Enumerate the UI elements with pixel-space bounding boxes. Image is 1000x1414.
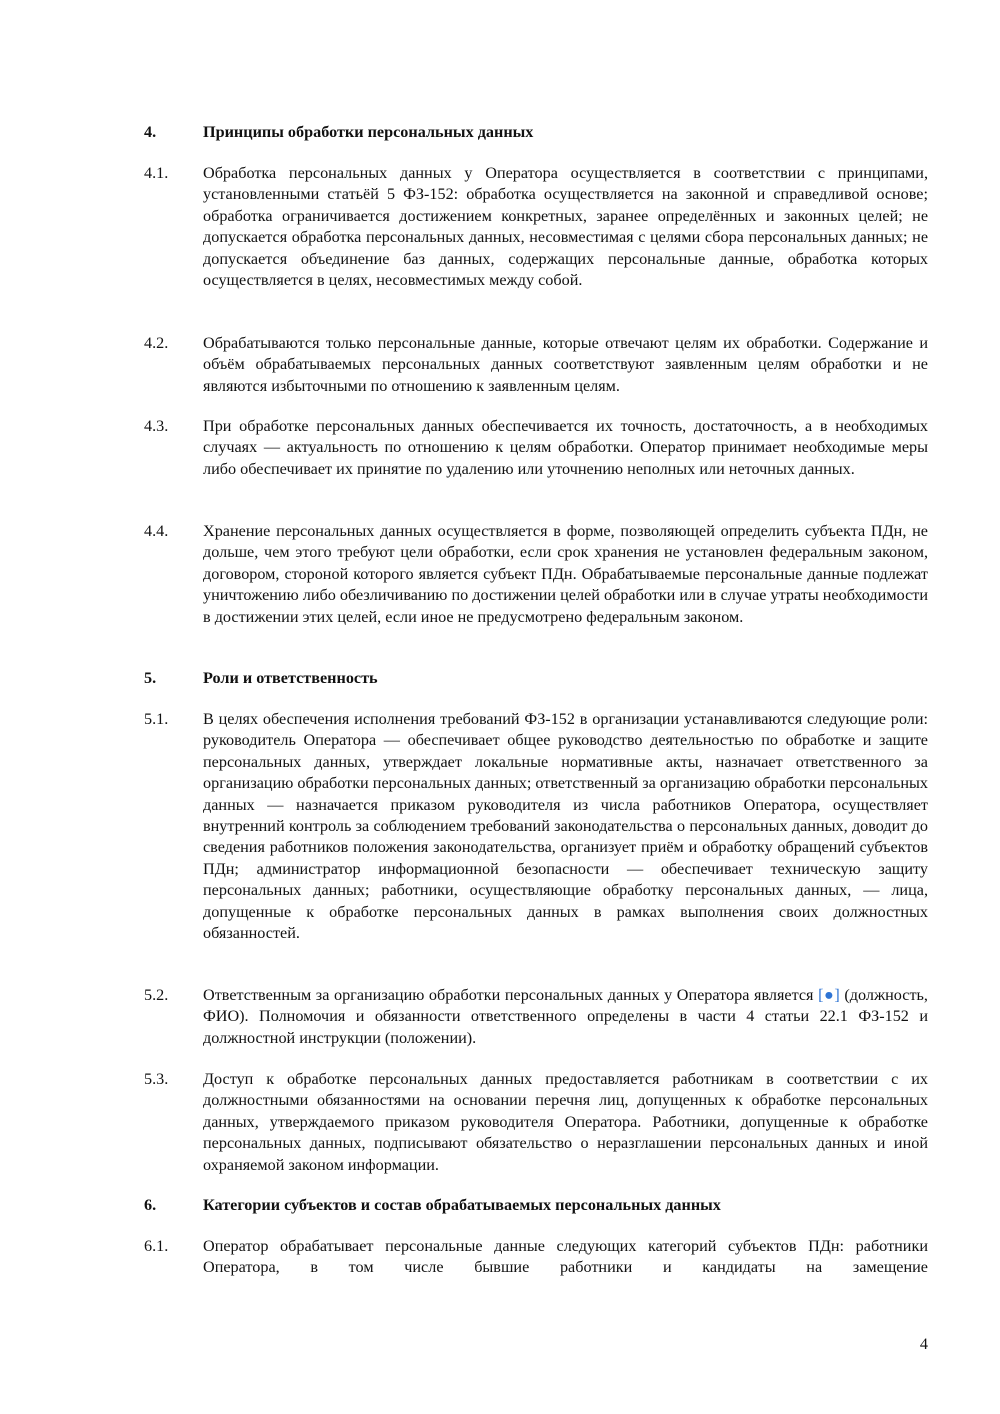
clause: [144, 416, 928, 480]
clause-number: 5.2.: [144, 986, 169, 1004]
clause-text: Обрабатываются только персональные данные, которые отвечают целям их обработки. Содержание и объём обрабатываемых персональных данных соответствуют заявленным целям обработки и не являются избыточными по отношению к заявленным целям.: [203, 334, 928, 395]
clause-number: 6.1.: [144, 1237, 169, 1255]
section-heading: [144, 668, 928, 689]
section-number: 5.: [144, 669, 157, 687]
clause-text: Доступ к обработке персональных данных предоставляется работникам в соответствии с их должностными обязанностями на основании перечня лиц, допущенных к обработке персональных данных, утверждаемого приказом руководителя Оператора. Работники, допущенные к обработке персональных данных, подписывают обязательство о неразглашении персональных данных и иной охраняемой законом информации.: [203, 1070, 928, 1174]
clause-text-after: (должность, ФИО). Полномочия и обязанности ответственного определены в части 4 статьи 22.1 ФЗ-152 и должностной инструкции (положении).: [203, 986, 928, 1047]
clause-text-before: Ответственным за организацию обработки персональных данных у Оператора является: [203, 986, 819, 1004]
clause: [144, 709, 928, 944]
clause: [144, 1069, 928, 1176]
clause-text: [203, 985, 928, 1049]
clause: [144, 163, 928, 291]
section-number: 6.: [144, 1196, 157, 1214]
section-title: Принципы обработки персональных данных: [203, 123, 534, 141]
section-heading: [144, 122, 928, 143]
clause-text: В целях обеспечения исполнения требований ФЗ-152 в организации устанавливаются следующие роли: руководитель Оператора — обеспечивает общее руководство деятельностью по обработке и защите персональных данных, утверждает локальные нормативные акты, назначает ответственного за организацию обработки персональных данных; ответственный за организацию обработки персональных данных — назначается приказом руководителя из числа работников Оператора, осуществляет внутренний контроль за соблюдением требований законодательства о персональных данных, доводит до сведения работников положения законодательства, организует приём и обработку обращений субъектов ПДн; администратор информационной безопасности — обеспечивает техническую защиту персональных данных; работники, осуществляющие обработку персональных данных, — лица, допущенные к обработке персональных данных в рамках выполнения своих должностных обязанностей.: [203, 710, 928, 943]
clause-text: Оператор обрабатывает персональные данные следующих категорий субъектов ПДн: работники Оператора, в том числе бывшие работники и кандидаты на замещение: [203, 1237, 928, 1277]
clause-text: При обработке персональных данных обеспечивается их точность, достаточность, а в необходимых случаях — актуальность по отношению к целям обработки. Оператор принимает необходимые меры либо обеспечивает их принятие по удалению или уточнению неполных или неточных данных.: [203, 417, 928, 478]
clause-number: 5.1.: [144, 710, 169, 728]
clause-number: 5.3.: [144, 1070, 169, 1088]
section-title: Роли и ответственность: [203, 669, 378, 687]
clause-number: 4.3.: [144, 417, 169, 435]
page-number: 4: [919, 1335, 928, 1353]
clause: [144, 1236, 928, 1279]
clause-number: 4.1.: [144, 164, 169, 182]
clause: [144, 985, 928, 1049]
clause: [144, 521, 928, 628]
section-title: Категории субъектов и состав обрабатываемых персональных данных: [203, 1196, 721, 1214]
clause-number: 4.4.: [144, 522, 169, 540]
clause-number: 4.2.: [144, 334, 169, 352]
clause-text: Обработка персональных данных у Оператора осуществляется в соответствии с принципами, установленными статьёй 5 ФЗ-152: обработка осуществляется на законной и справедливой основе; обработка ограничивается достижением конкретных, заранее определённых и законных целей; не допускается обработка персональных данных, несовместимая с целями сбора персональных данных; не допускается объединение баз данных, содержащих персональные данные, обработка которых осуществляется в целях, несовместимых между собой.: [203, 164, 928, 290]
section-number: 4.: [144, 123, 157, 141]
clause-text: Хранение персональных данных осуществляется в форме, позволяющей определить субъекта ПДн, не дольше, чем этого требуют цели обработки, если срок хранения не установлен федеральным законом, договором, стороной которого является субъект ПДн. Обрабатываемые персональные данные подлежат уничтожению либо обезличиванию по достижении целей обработки или в случае утраты необходимости в достижении этих целей, если иное не предусмотрено федеральным законом.: [203, 522, 928, 626]
placeholder-field: [●]: [818, 986, 840, 1004]
clause: [144, 333, 928, 397]
section-heading: [144, 1195, 928, 1216]
